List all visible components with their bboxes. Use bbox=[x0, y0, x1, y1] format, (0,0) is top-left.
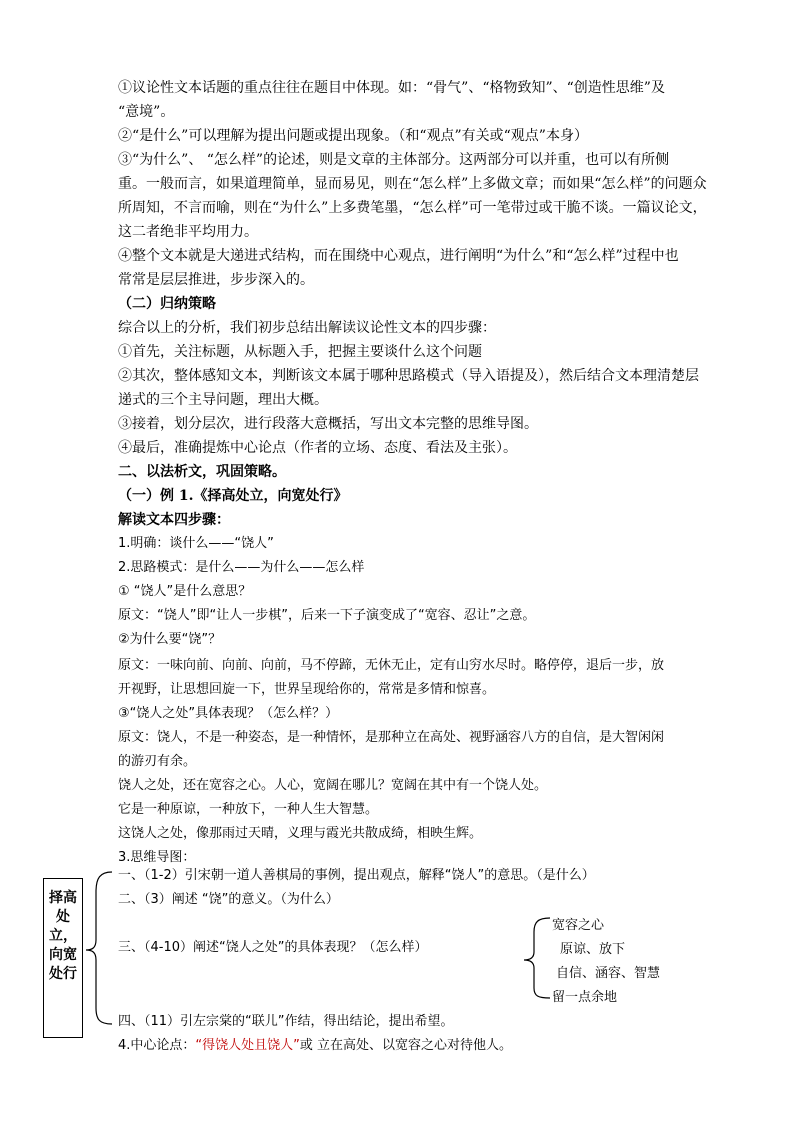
central-argument-text: 或 立在高处、以宽容之心对待他人。 bbox=[299, 1038, 513, 1053]
right-brace bbox=[524, 918, 550, 998]
left-brace bbox=[86, 872, 112, 1024]
mind-map-branch-2: 二、（3）阐述 “饶”的意义。（为什么） bbox=[118, 892, 339, 907]
step-thinking-mode: 2.思路模式：是什么——为什么——怎么样 bbox=[118, 560, 365, 575]
note-4a: ④整个文本就是大递进式结构，而在围绕中心观点，进行阐明“为什么”和“怎么样”过程中也 bbox=[118, 248, 679, 264]
note-4b: 常常是层层推进，步步深入的。 bbox=[118, 272, 314, 288]
answer-3a: 原文：饶人，不是一种姿态，是一种情怀，是那种立在高处、视野涵容八方的自信，是大智闲闲 bbox=[118, 730, 665, 745]
note-3b: 重。一般而言，如果道理简单，显而易见，则在“怎么样”上多做文章；而如果“怎么样”的问题众 bbox=[118, 176, 707, 192]
heading-four-steps: 解读文本四步骤： bbox=[118, 512, 230, 528]
heading-example-1: （一）例 1.《择高处立，向宽处行》 bbox=[118, 488, 348, 504]
step-intro: 综合以上的分析，我们初步总结出解读议论性文本的四步骤： bbox=[118, 320, 496, 336]
note-2: ②“是什么”可以理解为提出问题或提出现象。（和“观点”有关或“观点”本身） bbox=[118, 128, 588, 144]
sub-item-1: 宽容之心 bbox=[552, 918, 605, 933]
step-1: ①首先，关注标题，从标题入手，把握主要谈什么这个问题 bbox=[118, 344, 482, 360]
question-3: ③“饶人之处”具体表现？（怎么样？） bbox=[118, 706, 339, 721]
question-2: ②为什么要“饶”？ bbox=[118, 632, 222, 647]
mind-map-branch-4: 四、（11）引左宗棠的“联儿”作结，得出结论，提出希望。 bbox=[118, 1014, 454, 1029]
heading-induction-strategy: （二）归纳策略 bbox=[118, 296, 216, 312]
mind-map-label: 3.思维导图： bbox=[118, 850, 196, 865]
answer-2b: 开视野，让思想回旋一下，世界呈现给你的，常常是多情和惊喜。 bbox=[118, 682, 496, 697]
answer-3b: 的游刃有余。 bbox=[118, 754, 197, 769]
step-2a: ②其次，整体感知文本，判断该文本属于哪种思路模式（导入语提及），然后结合文本理清楚层 bbox=[118, 368, 699, 384]
sub-item-4: 留一点余地 bbox=[552, 990, 618, 1005]
step-4: ④最后，准确提炼中心论点（作者的立场、态度、看法及主张）。 bbox=[118, 440, 517, 456]
answer-2a: 原文：一味向前、向前、向前，马不停蹄，无休无止，定有山穷水尽时。略停停，退后一步，放 bbox=[118, 658, 665, 673]
answer-1: 原文：“饶人”即“让人一步棋”，后来一下子演变成了“宽容、忍让”之意。 bbox=[118, 608, 536, 623]
central-argument-quote: “得饶人处且饶人” bbox=[195, 1038, 300, 1053]
note-3c: 所周知，不言而喻，则在“为什么”上多费笔墨，“怎么样”可一笔带过或干脆不谈。一篇议论文， bbox=[118, 200, 707, 216]
note-1a: ①议论性文本话题的重点往往在题目中体现。如：“骨气”、“格物致知”、“创造性思维”及 bbox=[118, 80, 665, 96]
note-1b: “意境”。 bbox=[118, 104, 175, 120]
central-argument-label: 4.中心论点： bbox=[118, 1038, 196, 1053]
mind-map-title: 择高处立，向宽处行 bbox=[49, 890, 77, 982]
sub-item-3: 自信、涵容、智慧 bbox=[556, 966, 661, 981]
answer-3e: 这饶人之处，像那雨过天晴，义理与霞光共散成绮，相映生辉。 bbox=[118, 826, 483, 841]
question-1: ① “饶人”是什么意思？ bbox=[118, 584, 252, 599]
sub-item-2: 原谅、放下 bbox=[560, 942, 626, 957]
step-clarify: 1.明确：谈什么——“饶人” bbox=[118, 536, 274, 551]
note-3d: 这二者绝非平均用力。 bbox=[118, 224, 258, 240]
answer-3d: 它是一种原谅，一种放下，一种人生大智慧。 bbox=[118, 802, 379, 817]
step-3: ③接着，划分层次，进行段落大意概括，写出文本完整的思维导图。 bbox=[118, 416, 538, 432]
answer-3c: 饶人之处，还在宽容之心。人心，宽阔在哪儿？宽阔在其中有一个饶人处。 bbox=[118, 778, 548, 793]
mind-map-branch-3: 三、（4-10）阐述“饶人之处”的具体表现？（怎么样） bbox=[118, 940, 428, 955]
note-3a: ③“为什么”、 “怎么样”的论述，则是文章的主体部分。这两部分可以并重，也可以有所侧 bbox=[118, 152, 670, 168]
step-2b: 递式的三个主导问题，理出大概。 bbox=[118, 392, 328, 408]
mind-map-branch-1: 一、（1-2）引宋朝一道人善棋局的事例，提出观点，解释“饶人”的意思。（是什么） bbox=[118, 868, 595, 883]
central-argument bbox=[118, 1036, 512, 1056]
heading-section-two: 二、以法析文，巩固策略。 bbox=[118, 464, 286, 480]
